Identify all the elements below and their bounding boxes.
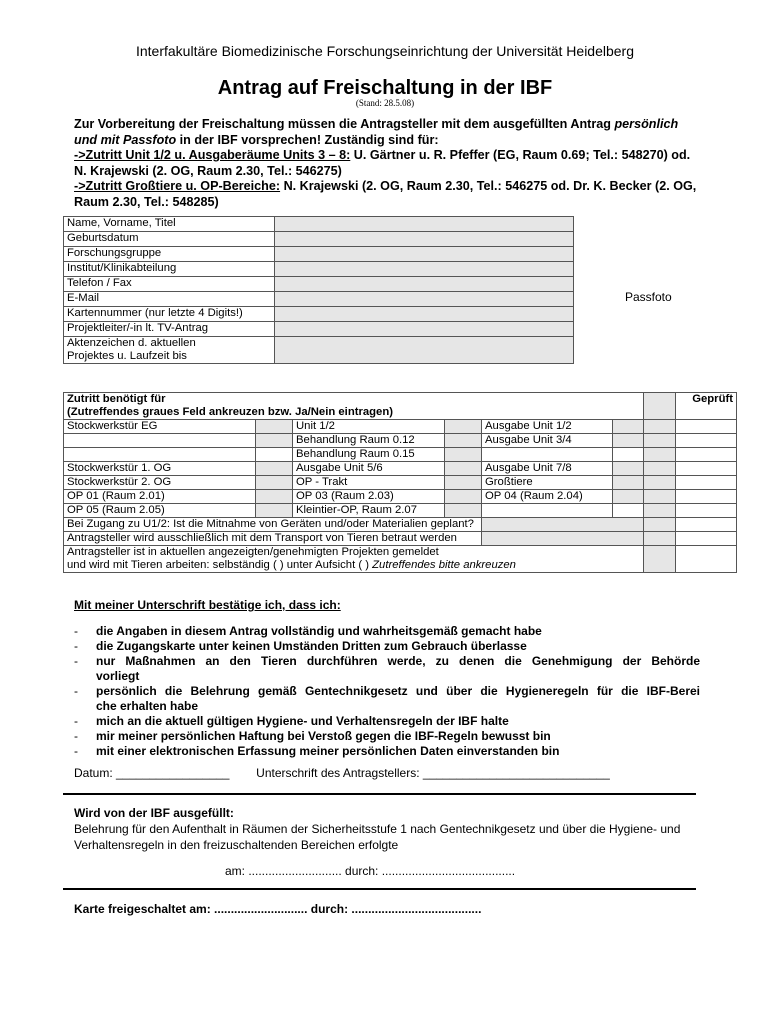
checked-cell[interactable] xyxy=(676,490,737,504)
check-cell[interactable] xyxy=(644,462,676,476)
institution-line: Interfakultäre Biomedizinische Forschungseinrichtung der Universität Heidelberg xyxy=(135,43,635,59)
question-equipment-answer[interactable] xyxy=(482,518,644,532)
checked-cell[interactable] xyxy=(676,448,737,462)
institute-input[interactable] xyxy=(275,262,574,277)
confirmation-list xyxy=(74,624,700,759)
access-option: OP 03 (Raum 2.03) xyxy=(293,490,445,504)
ibf-instruction-text: Belehrung für den Aufenthalt in Räumen der Sicherheitsstufe 1 nach Gentechnikgesetz und über die Hygiene- und Verhaltensregeln in den freizuschaltenden Bereichen erfolgte xyxy=(74,822,681,852)
ibf-section-title: Wird von der IBF ausgefüllt: xyxy=(74,806,234,820)
list-item: - persönlich die Belehrung gemäß Gentechnikgesetz und über die Hygieneregeln für die IBF-Berei xyxy=(74,684,700,698)
access-checkbox[interactable] xyxy=(445,420,482,434)
check-cell[interactable] xyxy=(644,393,676,420)
access-checkbox[interactable] xyxy=(445,476,482,490)
access-option xyxy=(482,504,613,518)
checked-cell[interactable] xyxy=(676,532,737,546)
access-checkbox[interactable] xyxy=(445,434,482,448)
access-checkbox[interactable] xyxy=(613,420,644,434)
checked-header: Geprüft xyxy=(676,393,737,420)
signature-field[interactable]: Unterschrift des Antragstellers: ____________________________ xyxy=(256,766,610,780)
question-transport: Antragsteller wird ausschließlich mit dem Transport von Tieren betraut werden xyxy=(64,532,482,546)
access-option: Großtiere xyxy=(482,476,613,490)
project-leader-input[interactable] xyxy=(275,322,574,337)
access-checkbox[interactable] xyxy=(613,434,644,448)
form-version: (Stand: 28.5.08) xyxy=(355,98,415,108)
check-cell[interactable] xyxy=(644,476,676,490)
access-option: Behandlung Raum 0.15 xyxy=(293,448,445,462)
form-title: Antrag auf Freischaltung in der IBF xyxy=(217,77,553,99)
card-activation-field[interactable]: Karte freigeschaltet am: ............................ durch: ....................................... xyxy=(74,902,482,916)
list-item-continued: vorliegt xyxy=(96,669,140,683)
access-option: OP 01 (Raum 2.01) xyxy=(64,490,256,504)
project-file-input[interactable] xyxy=(275,337,574,364)
access-option: OP - Trakt xyxy=(293,476,445,490)
access-checkbox[interactable] xyxy=(256,434,293,448)
contact-1-text: U. Gärtner u. R. Pfeffer (EG, Raum 0.69; Tel.: 548270) od. N. Krajewski (2. OG, Raum 2.30, Tel.: 546275) xyxy=(74,148,691,178)
access-option: Stockwerkstür 2. OG xyxy=(64,476,256,490)
checked-cell[interactable] xyxy=(676,476,737,490)
access-checkbox[interactable] xyxy=(613,462,644,476)
check-cell[interactable] xyxy=(644,490,676,504)
passfoto-area[interactable]: Passfoto xyxy=(625,290,672,304)
access-option: Ausgabe Unit 5/6 xyxy=(293,462,445,476)
check-cell[interactable] xyxy=(644,518,676,532)
name-input[interactable] xyxy=(275,217,574,232)
access-heading: Zutritt benötigt für (Zutreffendes graues Feld ankreuzen bzw. Ja/Nein eintragen) xyxy=(64,393,644,420)
check-cell[interactable] xyxy=(644,420,676,434)
instruction-date-field[interactable]: am: ............................ durch: ........................................ xyxy=(225,864,516,878)
field-label: E-Mail xyxy=(64,292,275,307)
empty-cell xyxy=(613,504,644,518)
access-checkbox[interactable] xyxy=(256,420,293,434)
field-label: Projektleiter/-in lt. TV-Antrag xyxy=(64,322,275,337)
check-cell[interactable] xyxy=(644,532,676,546)
access-option xyxy=(64,434,256,448)
access-option xyxy=(64,448,256,462)
access-checkbox[interactable] xyxy=(445,462,482,476)
field-label: Forschungsgruppe xyxy=(64,247,275,262)
access-option: Stockwerkstür 1. OG xyxy=(64,462,256,476)
checked-cell[interactable] xyxy=(676,462,737,476)
check-cell[interactable] xyxy=(644,448,676,462)
signature-line xyxy=(74,766,714,780)
check-cell[interactable] xyxy=(644,546,676,573)
intro-text xyxy=(74,117,704,210)
check-cell[interactable] xyxy=(644,434,676,448)
access-option xyxy=(482,448,613,462)
access-option: Kleintier-OP, Raum 2.07 xyxy=(293,504,445,518)
access-checkbox[interactable] xyxy=(445,448,482,462)
intro-line-2: in der IBF vorsprechen! Zuständig sind für: xyxy=(176,132,439,147)
checked-cell[interactable] xyxy=(676,518,737,532)
checked-cell[interactable] xyxy=(676,504,737,518)
access-option: Unit 1/2 xyxy=(293,420,445,434)
empty-cell xyxy=(256,448,293,462)
field-label: Geburtsdatum xyxy=(64,232,275,247)
access-option: Ausgabe Unit 7/8 xyxy=(482,462,613,476)
access-checkbox[interactable] xyxy=(445,490,482,504)
list-item: - nur Maßnahmen an den Tieren durchführen werde, zu denen die Genehmigung der Behörde xyxy=(74,654,700,668)
access-checkbox[interactable] xyxy=(256,490,293,504)
checked-cell[interactable] xyxy=(676,420,737,434)
email-input[interactable] xyxy=(275,292,574,307)
birthdate-input[interactable] xyxy=(275,232,574,247)
access-option: Stockwerkstür EG xyxy=(64,420,256,434)
list-item-continued: che erhalten habe xyxy=(96,699,199,713)
access-checkbox[interactable] xyxy=(256,504,293,518)
access-checkbox[interactable] xyxy=(445,504,482,518)
list-item: - die Zugangskarte unter keinen Umständen Dritten zum Gebrauch überlasse xyxy=(74,639,527,653)
question-transport-answer[interactable] xyxy=(482,532,644,546)
field-label: Institut/Klinikabteilung xyxy=(64,262,275,277)
checked-cell[interactable] xyxy=(676,546,737,573)
divider xyxy=(63,888,696,890)
personal-data-table xyxy=(63,216,574,364)
contact-1-label: ->Zutritt Unit 1/2 u. Ausgaberäume Units 3 – 8: xyxy=(74,148,351,162)
empty-cell xyxy=(613,448,644,462)
access-option: Ausgabe Unit 1/2 xyxy=(482,420,613,434)
research-group-input[interactable] xyxy=(275,247,574,262)
access-checkbox[interactable] xyxy=(256,476,293,490)
field-label: Name, Vorname, Titel xyxy=(64,217,275,232)
intro-italic: persönlich und mit Passfoto xyxy=(74,117,679,147)
field-label: Kartennummer (nur letzte 4 Digits!) xyxy=(64,307,275,322)
access-checkbox[interactable] xyxy=(613,490,644,504)
question-equipment: Bei Zugang zu U1/2: Ist die Mitnahme von Geräten und/oder Materialien geplant? xyxy=(64,518,482,532)
date-field[interactable]: Datum: _________________ xyxy=(74,766,230,780)
contact-2-label: ->Zutritt Großtiere u. OP-Bereiche: xyxy=(74,179,281,193)
divider xyxy=(63,793,696,795)
confirmation-title: Mit meiner Unterschrift bestätige ich, dass ich: xyxy=(74,598,341,612)
checked-cell[interactable] xyxy=(676,434,737,448)
access-option: Behandlung Raum 0.12 xyxy=(293,434,445,448)
intro-line-1: Zur Vorbereitung der Freischaltung müssen die Antragsteller mit dem ausgefüllten Antrag xyxy=(74,117,611,131)
list-item: - mit einer elektronischen Erfassung meiner persönlichen Daten einverstanden bin xyxy=(74,744,560,758)
field-label: Aktenzeichen d. aktuellen Projektes u. Laufzeit bis xyxy=(64,337,275,364)
card-number-input[interactable] xyxy=(275,307,574,322)
access-option: OP 04 (Raum 2.04) xyxy=(482,490,613,504)
access-checkbox[interactable] xyxy=(613,476,644,490)
list-item: - die Angaben in diesem Antrag vollständig und wahrheitsgemäß gemacht habe xyxy=(74,624,542,638)
question-animal-work: Antragsteller ist in aktuellen angezeigten/genehmigten Projekten gemeldet und wird mit Tieren arbeiten: selbständig ( ) unter Aufsicht ( ) Zutreffendes bitte ankreuzen xyxy=(64,546,644,573)
access-option: OP 05 (Raum 2.05) xyxy=(64,504,256,518)
access-option: Ausgabe Unit 3/4 xyxy=(482,434,613,448)
access-checkbox[interactable] xyxy=(256,462,293,476)
phone-input[interactable] xyxy=(275,277,574,292)
access-table xyxy=(63,392,737,573)
field-label: Telefon / Fax xyxy=(64,277,275,292)
list-item: - mir meiner persönlichen Haftung bei Verstoß gegen die IBF-Regeln bewusst bin xyxy=(74,729,551,743)
check-cell[interactable] xyxy=(644,504,676,518)
list-item: - mich an die aktuell gültigen Hygiene- und Verhaltensregeln der IBF halte xyxy=(74,714,509,728)
contact-2-text: N. Krajewski (2. OG, Raum 2.30, Tel.: 546275 od. Dr. K. Becker (2. OG, Raum 2.30, Tel.: 548285) xyxy=(74,179,697,209)
